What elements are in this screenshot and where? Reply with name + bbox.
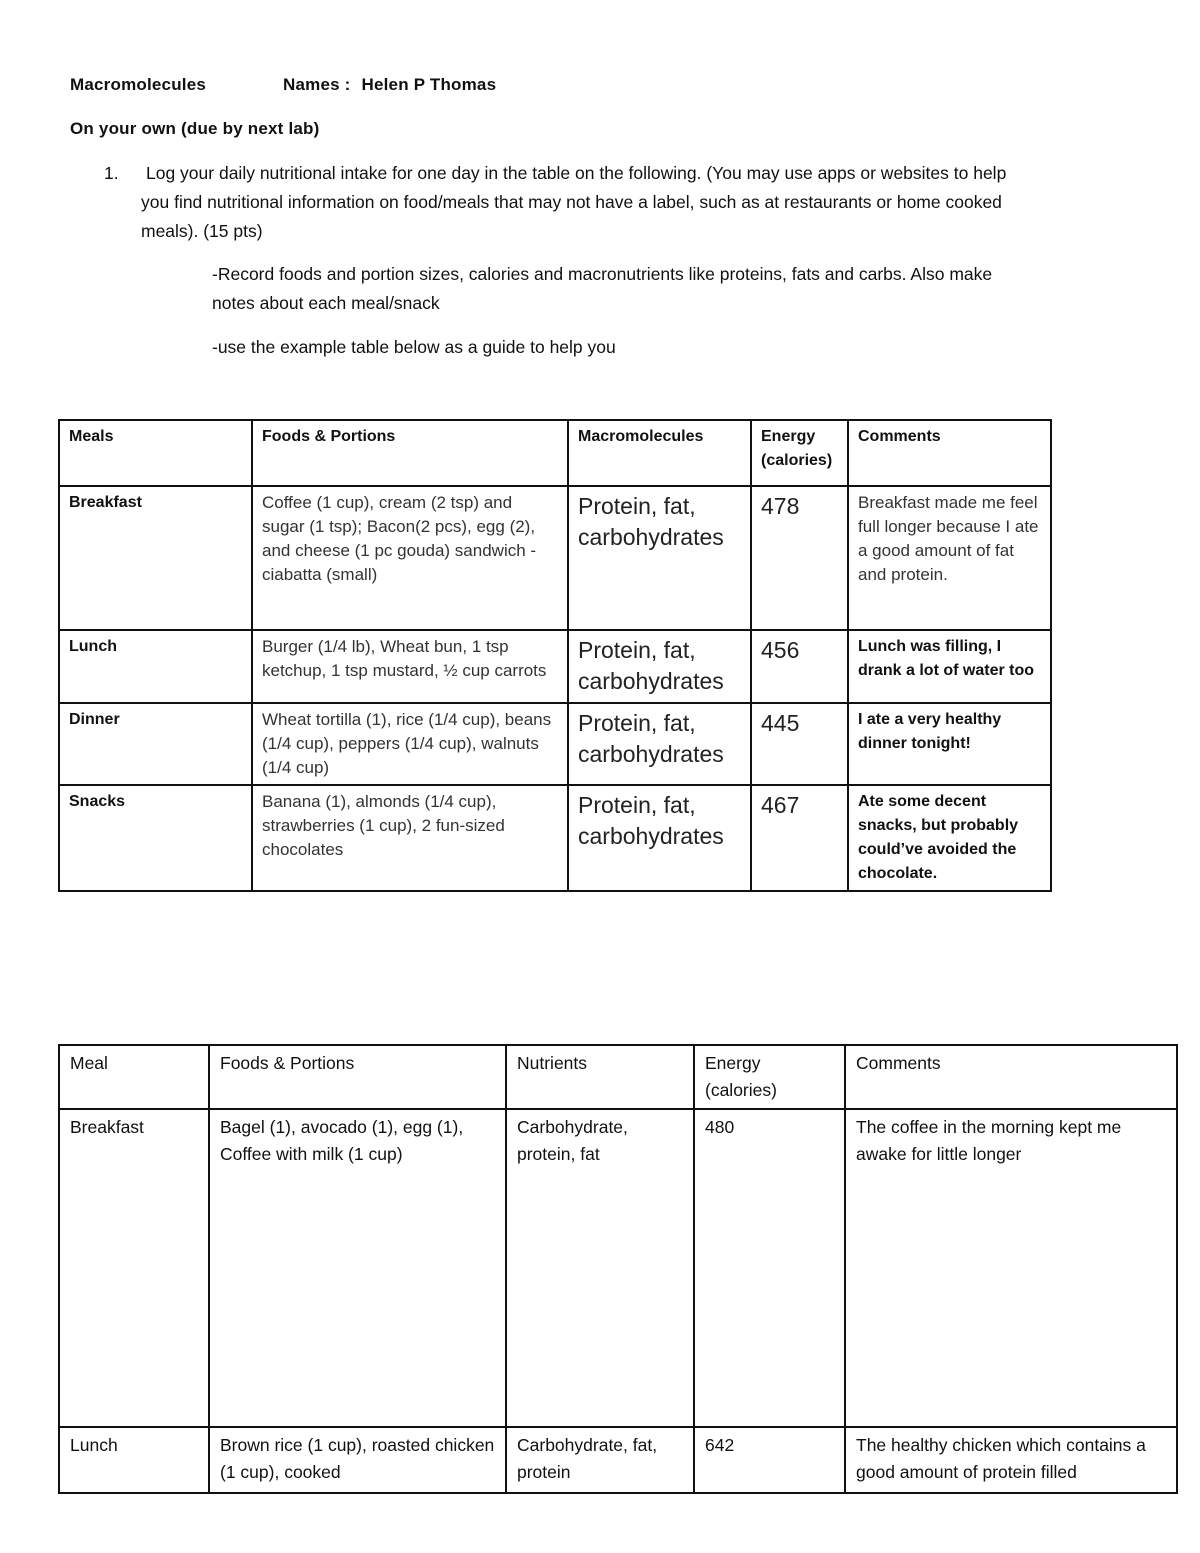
meal-cell: Breakfast <box>59 486 252 630</box>
nutrition-log-table <box>58 1044 1178 1494</box>
foods-cell: Burger (1/4 lb), Wheat bun, 1 tsp ketchup, 1 tsp mustard, ½ cup carrots <box>252 630 568 703</box>
macro-cell: Protein, fat, carbohydrates <box>568 486 751 630</box>
example-table-header-row <box>59 420 1051 486</box>
names-value: Helen P Thomas <box>361 75 497 94</box>
item-text-line1: Log your daily nutritional intake for one day in the table on the following. (You may use apps or websites to help <box>146 163 1007 183</box>
table-row <box>59 1109 1177 1427</box>
item-text-line3: meals). (15 pts) <box>141 221 263 241</box>
energy-cell: 642 <box>694 1427 845 1493</box>
log-header-energy: Energy (calories) <box>694 1045 845 1109</box>
log-header-nutrients: Nutrients <box>506 1045 694 1109</box>
example-header-energy: Energy (calories) <box>751 420 848 486</box>
nutrients-cell: Carbohydrate, fat, protein <box>506 1427 694 1493</box>
comment-cell: I ate a very healthy dinner tonight! <box>848 703 1051 785</box>
comment-cell: The healthy chicken which contains a good amount of protein filled <box>845 1427 1177 1493</box>
foods-cell: Bagel (1), avocado (1), egg (1), Coffee with milk (1 cup) <box>209 1109 506 1427</box>
example-header-comments: Comments <box>848 420 1051 486</box>
table-row <box>59 785 1051 891</box>
foods-cell: Brown rice (1 cup), roasted chicken (1 cup), cooked <box>209 1427 506 1493</box>
names-label <box>283 75 496 95</box>
item-number: 1. <box>104 163 119 183</box>
meal-cell: Breakfast <box>59 1109 209 1427</box>
energy-cell: 467 <box>751 785 848 891</box>
comment-cell: Ate some decent snacks, but probably could’ve avoided the chocolate. <box>848 785 1051 891</box>
energy-cell: 480 <box>694 1109 845 1427</box>
item-text-line2: you find nutritional information on food/meals that may not have a label, such as at restaurants or home cooked <box>141 192 1002 212</box>
foods-cell: Banana (1), almonds (1/4 cup), strawberries (1 cup), 2 fun-sized chocolates <box>252 785 568 891</box>
meal-cell: Dinner <box>59 703 252 785</box>
table-row <box>59 486 1051 630</box>
energy-cell: 478 <box>751 486 848 630</box>
macro-cell: Protein, fat, carbohydrates <box>568 630 751 703</box>
log-table-header-row <box>59 1045 1177 1109</box>
log-header-meal: Meal <box>59 1045 209 1109</box>
comment-cell: The coffee in the morning kept me awake for little longer <box>845 1109 1177 1427</box>
meal-cell: Lunch <box>59 1427 209 1493</box>
course-title: Macromolecules <box>70 75 207 94</box>
names-label-text: Names : <box>283 75 351 94</box>
table-row <box>59 1427 1177 1493</box>
meal-cell: Lunch <box>59 630 252 703</box>
energy-cell: 456 <box>751 630 848 703</box>
example-header-foods: Foods & Portions <box>252 420 568 486</box>
note-example-guide: -use the example table below as a guide to help you <box>212 337 616 357</box>
log-header-comments: Comments <box>845 1045 1177 1109</box>
example-header-meals: Meals <box>59 420 252 486</box>
assignment-heading: On your own (due by next lab) <box>70 119 320 138</box>
foods-cell: Wheat tortilla (1), rice (1/4 cup), beans (1/4 cup), peppers (1/4 cup), walnuts (1/4 cup) <box>252 703 568 785</box>
example-header-macromolecules: Macromolecules <box>568 420 751 486</box>
table-row <box>59 630 1051 703</box>
table-row <box>59 703 1051 785</box>
macro-cell: Protein, fat, carbohydrates <box>568 785 751 891</box>
nutrients-cell: Carbohydrate, protein, fat <box>506 1109 694 1427</box>
meal-cell: Snacks <box>59 785 252 891</box>
log-header-foods: Foods & Portions <box>209 1045 506 1109</box>
macro-cell: Protein, fat, carbohydrates <box>568 703 751 785</box>
foods-cell: Coffee (1 cup), cream (2 tsp) and sugar (1 tsp); Bacon(2 pcs), egg (2), and cheese (1 pc gouda) sandwich - ciabatta (small) <box>252 486 568 630</box>
note-record-line1: -Record foods and portion sizes, calories and macronutrients like proteins, fats and carbs. Also make <box>212 264 993 284</box>
comment-cell: Breakfast made me feel full longer because I ate a good amount of fat and protein. <box>848 486 1051 630</box>
energy-cell: 445 <box>751 703 848 785</box>
example-table <box>58 419 1052 892</box>
note-record-line2: notes about each meal/snack <box>212 293 440 313</box>
comment-cell: Lunch was filling, I drank a lot of water too <box>848 630 1051 703</box>
